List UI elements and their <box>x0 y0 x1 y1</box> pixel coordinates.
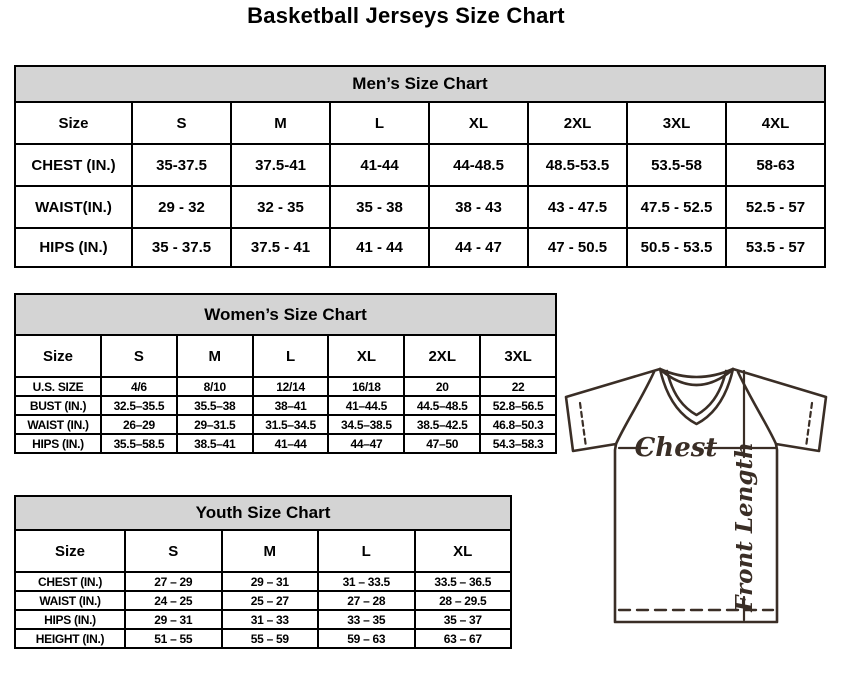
row-label: HEIGHT (IN.) <box>15 629 125 648</box>
size-value: 43 - 47.5 <box>528 186 627 228</box>
table-row <box>15 186 825 228</box>
column-header: 2XL <box>404 335 480 377</box>
row-label: CHEST (IN.) <box>15 572 125 591</box>
front-length-label: Front Length <box>731 442 758 612</box>
size-value: 47 - 50.5 <box>528 228 627 267</box>
size-value: 29–31.5 <box>177 415 253 434</box>
size-value: 31.5–34.5 <box>253 415 329 434</box>
column-header: M <box>222 530 319 572</box>
size-value: 41–44 <box>253 434 329 453</box>
row-label: HIPS (IN.) <box>15 610 125 629</box>
size-value: 33.5 – 36.5 <box>415 572 512 591</box>
size-value: 25 – 27 <box>222 591 319 610</box>
size-value: 32 - 35 <box>231 186 330 228</box>
page-title: Basketball Jerseys Size Chart <box>247 3 565 28</box>
size-value: 47–50 <box>404 434 480 453</box>
size-value: 50.5 - 53.5 <box>627 228 726 267</box>
column-header: 4XL <box>726 102 825 144</box>
table-row <box>15 591 511 610</box>
jersey-cuff-seam-left <box>580 403 586 447</box>
size-value: 35 - 38 <box>330 186 429 228</box>
size-value: 52.8–56.5 <box>480 396 556 415</box>
mens-size-chart-table <box>14 65 826 268</box>
size-value: 53.5 - 57 <box>726 228 825 267</box>
table-row <box>15 629 511 648</box>
size-value: 31 – 33 <box>222 610 319 629</box>
column-header: XL <box>415 530 512 572</box>
size-value: 44 - 47 <box>429 228 528 267</box>
row-label: BUST (IN.) <box>15 396 101 415</box>
chest-label: Chest <box>634 433 718 463</box>
table-row <box>15 572 511 591</box>
size-value: 8/10 <box>177 377 253 396</box>
size-value: 51 – 55 <box>125 629 222 648</box>
size-value: 44–47 <box>328 434 404 453</box>
column-header: XL <box>429 102 528 144</box>
size-value: 37.5-41 <box>231 144 330 186</box>
size-value: 41–44.5 <box>328 396 404 415</box>
size-value: 35.5–38 <box>177 396 253 415</box>
column-header: S <box>101 335 177 377</box>
size-value: 53.5-58 <box>627 144 726 186</box>
row-label: WAIST(IN.) <box>15 186 132 228</box>
size-value: 35.5–58.5 <box>101 434 177 453</box>
column-header: L <box>330 102 429 144</box>
size-value: 20 <box>404 377 480 396</box>
size-value: 32.5–35.5 <box>101 396 177 415</box>
jersey-outline <box>566 369 826 622</box>
size-value: 37.5 - 41 <box>231 228 330 267</box>
size-value: 29 – 31 <box>222 572 319 591</box>
size-value: 63 – 67 <box>415 629 512 648</box>
table-row <box>15 415 556 434</box>
size-value: 27 – 29 <box>125 572 222 591</box>
column-header: L <box>318 530 415 572</box>
size-value: 33 – 35 <box>318 610 415 629</box>
row-label: CHEST (IN.) <box>15 144 132 186</box>
size-value: 55 – 59 <box>222 629 319 648</box>
size-value: 16/18 <box>328 377 404 396</box>
column-header: L <box>253 335 329 377</box>
row-label: HIPS (IN.) <box>15 434 101 453</box>
column-header: XL <box>328 335 404 377</box>
size-value: 38 - 43 <box>429 186 528 228</box>
size-value: 29 – 31 <box>125 610 222 629</box>
size-value: 35 – 37 <box>415 610 512 629</box>
table-row <box>15 396 556 415</box>
size-value: 31 – 33.5 <box>318 572 415 591</box>
size-value: 35-37.5 <box>132 144 231 186</box>
size-value: 47.5 - 52.5 <box>627 186 726 228</box>
size-value: 27 – 28 <box>318 591 415 610</box>
size-value: 44-48.5 <box>429 144 528 186</box>
size-value: 59 – 63 <box>318 629 415 648</box>
size-value: 4/6 <box>101 377 177 396</box>
column-header: S <box>132 102 231 144</box>
mens-chart-title: Men’s Size Chart <box>15 66 825 102</box>
size-value: 38.5–42.5 <box>404 415 480 434</box>
size-value: 58-63 <box>726 144 825 186</box>
column-header: Size <box>15 530 125 572</box>
column-header: Size <box>15 102 132 144</box>
womens-size-chart-table <box>14 293 557 454</box>
size-value: 44.5–48.5 <box>404 396 480 415</box>
row-label: U.S. SIZE <box>15 377 101 396</box>
table-row <box>15 228 825 267</box>
size-value: 41-44 <box>330 144 429 186</box>
jersey-cuff-seam-right <box>806 403 812 447</box>
size-value: 52.5 - 57 <box>726 186 825 228</box>
size-value: 46.8–50.3 <box>480 415 556 434</box>
size-value: 29 - 32 <box>132 186 231 228</box>
size-value: 24 – 25 <box>125 591 222 610</box>
table-row <box>15 610 511 629</box>
size-value: 41 - 44 <box>330 228 429 267</box>
column-header: M <box>177 335 253 377</box>
table-row <box>15 377 556 396</box>
table-row <box>15 144 825 186</box>
column-header: 3XL <box>480 335 556 377</box>
column-header: M <box>231 102 330 144</box>
size-value: 54.3–58.3 <box>480 434 556 453</box>
size-value: 28 – 29.5 <box>415 591 512 610</box>
youth-size-chart-table <box>14 495 512 649</box>
column-header: S <box>125 530 222 572</box>
size-value: 48.5-53.5 <box>528 144 627 186</box>
row-label: WAIST (IN.) <box>15 415 101 434</box>
size-value: 12/14 <box>253 377 329 396</box>
jersey-diagram <box>553 358 838 630</box>
size-value: 38.5–41 <box>177 434 253 453</box>
column-header: Size <box>15 335 101 377</box>
row-label: HIPS (IN.) <box>15 228 132 267</box>
size-value: 34.5–38.5 <box>328 415 404 434</box>
size-value: 35 - 37.5 <box>132 228 231 267</box>
youth-chart-title: Youth Size Chart <box>15 496 511 530</box>
womens-chart-title: Women’s Size Chart <box>15 294 556 335</box>
row-label: WAIST (IN.) <box>15 591 125 610</box>
column-header: 3XL <box>627 102 726 144</box>
size-value: 38–41 <box>253 396 329 415</box>
table-row <box>15 434 556 453</box>
size-value: 26–29 <box>101 415 177 434</box>
size-value: 22 <box>480 377 556 396</box>
column-header: 2XL <box>528 102 627 144</box>
